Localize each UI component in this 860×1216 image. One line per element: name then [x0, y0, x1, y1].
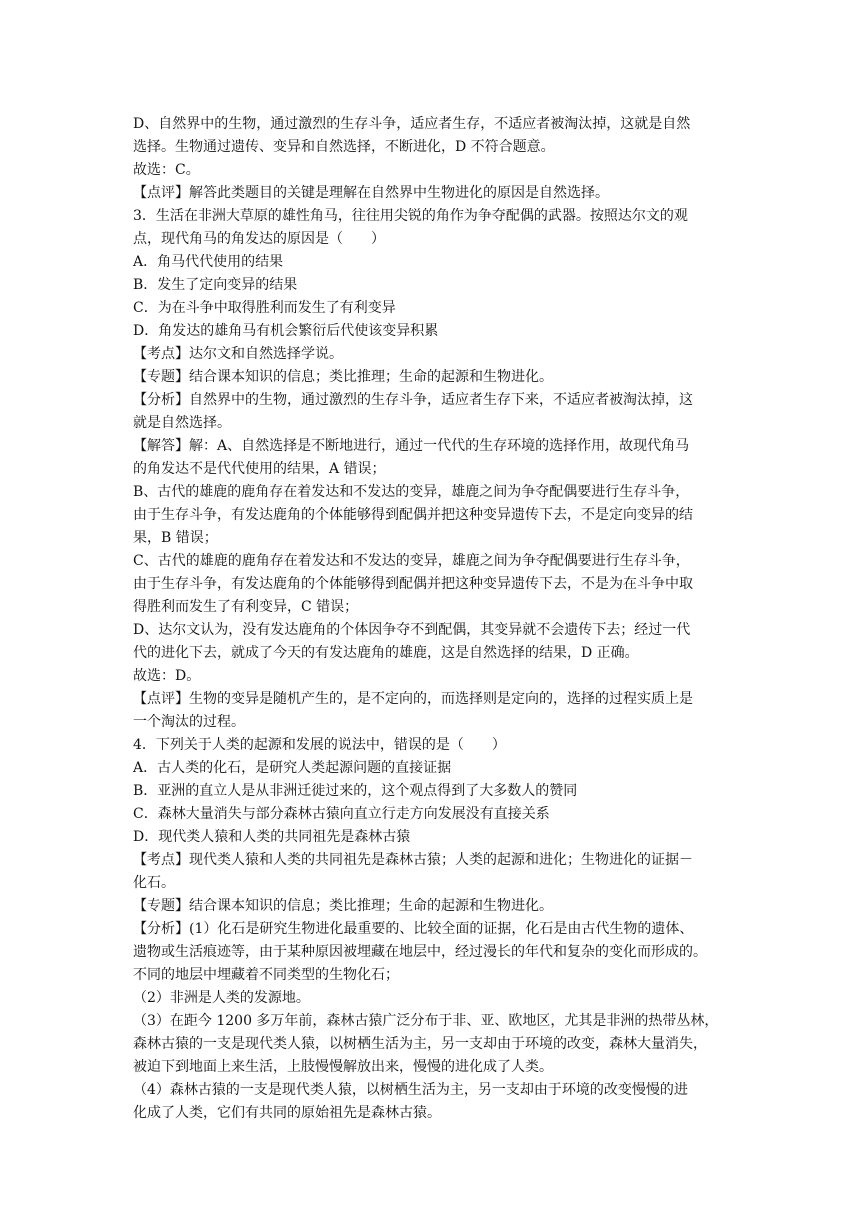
- text-line: 一个淘汰的过程。: [133, 714, 245, 730]
- text-line: 【专题】结合课本知识的信息；类比推理；生命的起源和生物进化。: [133, 369, 553, 385]
- text-line: 森林古猿的一支是现代类人猿，以树栖生活为主，另一支却由于环境的改变，森林大量消失，: [133, 1036, 707, 1052]
- text-line: 4．下列关于人类的起源和发展的说法中，错误的是（ ）: [133, 737, 506, 753]
- text-line: D．现代类人猿和人类的共同祖先是森林古猿: [133, 829, 411, 845]
- text-line: D、达尔文认为，没有发达鹿角的个体因争夺不到配偶，其变异就不会遗传下去；经过一代: [133, 622, 691, 638]
- text-line: C．森林大量消失与部分森林古猿向直立行走方向发展没有直接关系: [133, 806, 550, 822]
- text-line: 【点评】解答此类题目的关键是理解在自然界中生物进化的原因是自然选择。: [133, 185, 609, 201]
- text-line: 【考点】达尔文和自然选择学说。: [133, 346, 343, 362]
- text-line: D．角发达的雄角马有机会繁衍后代使该变异积累: [133, 323, 439, 339]
- text-line: 【解答】解：A、自然选择是不断地进行，通过一代代的生存环境的选择作用，故现代角马: [133, 438, 690, 454]
- text-line: B、古代的雄鹿的鹿角存在着发达和不发达的变异，雄鹿之间为争夺配偶要进行生存斗争，: [133, 484, 690, 500]
- text-line: 化石。: [133, 875, 175, 891]
- text-line: C、古代的雄鹿的鹿角存在着发达和不发达的变异，雄鹿之间为争夺配偶要进行生存斗争，: [133, 553, 690, 569]
- text-line: 就是自然选择。: [133, 415, 231, 431]
- text-line: 选择。生物通过遗传、变异和自然选择，不断进化，D 不符合题意。: [133, 139, 555, 155]
- text-line: 不同的地层中埋藏着不同类型的生物化石；: [133, 967, 399, 983]
- text-line: 被迫下到地面上来生活，上肢慢慢解放出来，慢慢的进化成了人类。: [133, 1059, 553, 1075]
- text-line: 遗物或生活痕迹等，由于某种原因被埋藏在地层中，经过漫长的年代和复杂的变化而形成的。: [133, 944, 707, 960]
- text-line: 由于生存斗争，有发达鹿角的个体能够得到配偶并把这种变异遗传下去，不是为在斗争中取: [133, 576, 693, 592]
- text-line: 化成了人类，它们有共同的原始祖先是森林古猿。: [133, 1105, 441, 1121]
- text-line: C．为在斗争中取得胜利而发生了有利变异: [133, 300, 396, 316]
- text-line: 代的进化下去，就成了今天的有发达鹿角的雄鹿，这是自然选择的结果，D 正确。: [133, 645, 639, 661]
- text-line: （4）森林古猿的一支是现代类人猿，以树栖生活为主，另一支却由于环境的改变慢慢的进: [133, 1082, 688, 1098]
- text-line: 【分析】(1）化石是研究生物进化最重要的、比较全面的证据，化石是由古代生物的遗体、: [133, 921, 694, 937]
- text-line: D、自然界中的生物，通过激烈的生存斗争，适应者生存，不适应者被淘汰掉，这就是自然: [133, 116, 691, 132]
- text-line: A．古人类的化石，是研究人类起源问题的直接证据: [133, 760, 452, 776]
- text-line: 的角发达不是代代使用的结果，A 错误；: [133, 461, 386, 477]
- text-line: A．角马代代使用的结果: [133, 254, 284, 270]
- text-line: 【专题】结合课本知识的信息；类比推理；生命的起源和生物进化。: [133, 898, 553, 914]
- text-line: B．发生了定向变异的结果: [133, 277, 298, 293]
- text-line: B．亚洲的直立人是从非洲迁徙过来的，这个观点得到了大多数人的赞同: [133, 783, 578, 799]
- text-line: 由于生存斗争，有发达鹿角的个体能够得到配偶并把这种变异遗传下去，不是定向变异的结: [133, 507, 693, 523]
- text-line: 故选：D。: [133, 668, 201, 684]
- document-body: [133, 113, 733, 1125]
- text-line: （3）在距今 1200 多万年前，森林古猿广泛分布于非、亚、欧地区，尤其是非洲的热带丛林，: [133, 1013, 719, 1029]
- text-line: 得胜利而发生了有利变异，C 错误；: [133, 599, 359, 615]
- text-line: 3．生活在非洲大草原的雄性角马，往往用尖锐的角作为争夺配偶的武器。按照达尔文的观: [133, 208, 688, 224]
- text-line: 故选：C。: [133, 162, 200, 178]
- text-line: 【考点】现代类人猿和人类的共同祖先是森林古猿；人类的起源和进化；生物进化的证据－: [133, 852, 693, 868]
- text-line: 点，现代角马的角发达的原因是（ ）: [133, 231, 385, 247]
- text-line: 果，B 错误；: [133, 530, 218, 546]
- text-line: 【点评】生物的变异是随机产生的，是不定向的，而选择则是定向的，选择的过程实质上是: [133, 691, 693, 707]
- text-line: 【分析】自然界中的生物，通过激烈的生存斗争，适应者生存下来，不适应者被淘汰掉，这: [133, 392, 693, 408]
- text-line: （2）非洲是人类的发源地。: [133, 990, 310, 1006]
